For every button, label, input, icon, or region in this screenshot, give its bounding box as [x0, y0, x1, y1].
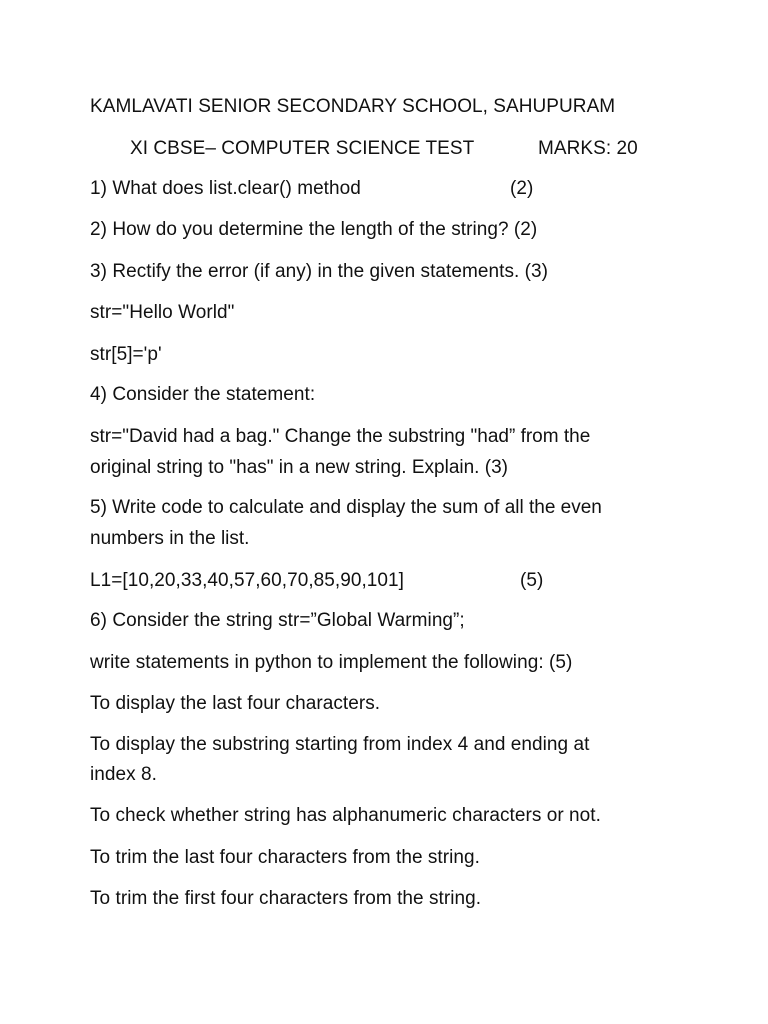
question-1-marks: (2) [510, 178, 534, 199]
question-6-item: index 8. [90, 764, 157, 785]
question-3-code-line-1: str="Hello World" [90, 302, 235, 323]
total-marks: MARKS: 20 [538, 138, 638, 159]
question-6-text: 6) Consider the string str=”Global Warming”; [90, 610, 465, 631]
question-2-text: 2) How do you determine the length of the string? (2) [90, 219, 538, 240]
question-1-text: 1) What does list.clear() method [90, 178, 361, 199]
question-5-marks: (5) [520, 570, 544, 591]
test-title: XI CBSE– COMPUTER SCIENCE TEST [130, 138, 475, 159]
question-5-line-1: 5) Write code to calculate and display the sum of all the even [90, 497, 602, 518]
question-5-text [90, 492, 670, 554]
question-4-body-line-1: str="David had a bag." Change the substring "had” from the [90, 426, 591, 447]
question-5-line-2: numbers in the list. [90, 528, 250, 549]
question-6-item: To trim the first four characters from the string. [90, 888, 482, 909]
question-6-item: To check whether string has alphanumeric characters or not. [90, 805, 601, 826]
question-6-instruction: write statements in python to implement the following: (5) [90, 652, 573, 673]
question-6-item: To trim the last four characters from the string. [90, 847, 480, 868]
question-4-text: 4) Consider the statement: [90, 384, 316, 405]
question-3-text: 3) Rectify the error (if any) in the given statements. (3) [90, 261, 549, 282]
question-6-item: To display the substring starting from index 4 and ending at [90, 734, 590, 755]
question-4-body-line-2: original string to "has" in a new string. Explain. (3) [90, 457, 508, 478]
question-5-list: L1=[10,20,33,40,57,60,70,85,90,101] [90, 570, 404, 591]
question-3-code-line-2: str[5]='p' [90, 344, 162, 365]
question-4-body [90, 421, 670, 483]
school-name: KAMLAVATI SENIOR SECONDARY SCHOOL, SAHUPURAM [90, 96, 616, 117]
question-6-item: To display the last four characters. [90, 693, 381, 714]
